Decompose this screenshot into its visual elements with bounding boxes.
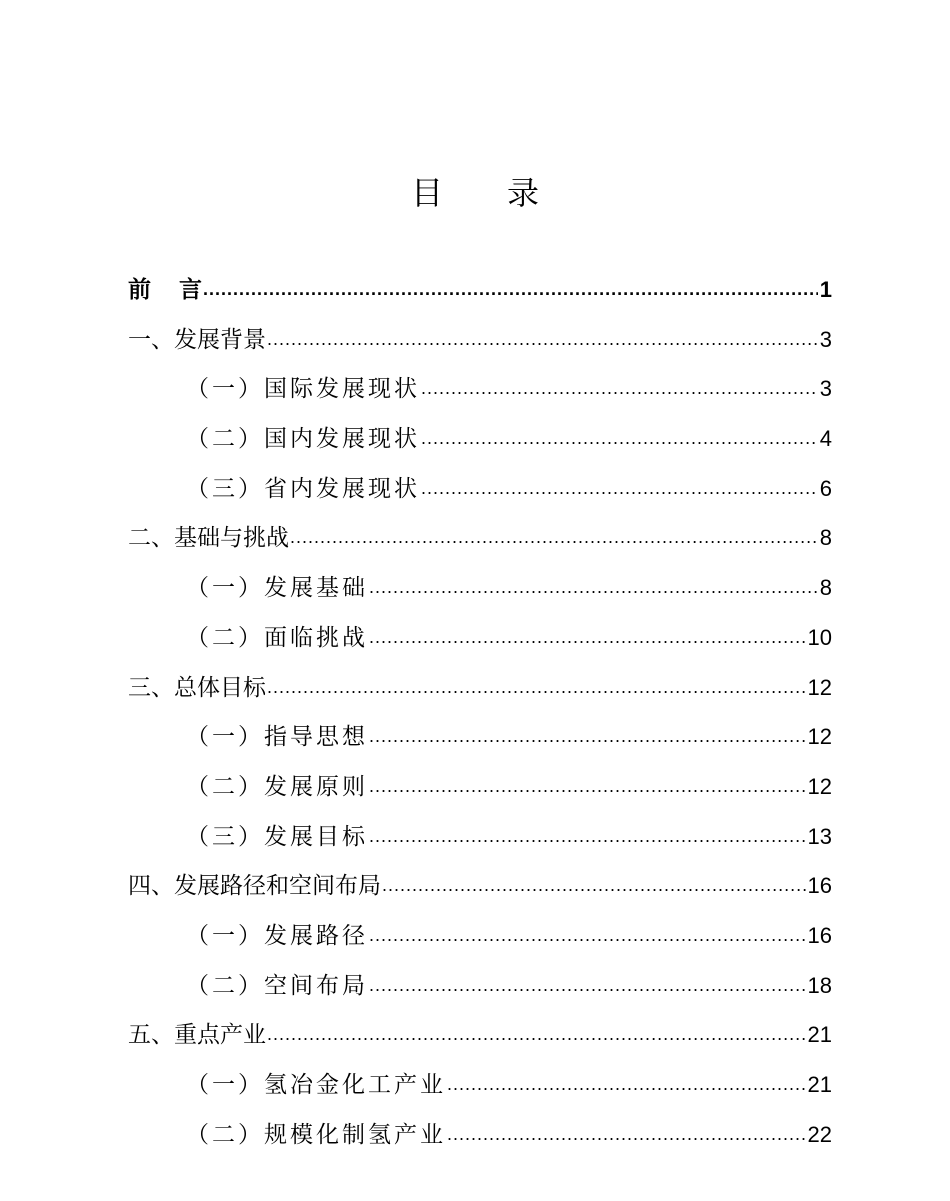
dot-leader — [369, 812, 806, 862]
dot-leader — [369, 712, 806, 762]
toc-page-number: 3 — [819, 376, 832, 402]
toc-page-number: 22 — [807, 1121, 832, 1147]
toc-page-number: 16 — [807, 922, 832, 948]
toc-entry-subsection[interactable] — [128, 812, 832, 862]
dot-leader — [267, 315, 818, 365]
toc-entry-section[interactable] — [128, 861, 832, 911]
toc-page-number: 21 — [807, 1072, 832, 1097]
dot-leader — [421, 464, 818, 514]
dot-leader — [369, 911, 806, 961]
toc-entry-label: （一）发展基础 — [186, 575, 368, 602]
dot-leader — [369, 563, 818, 613]
toc-entry-label: （二）发展原则 — [186, 773, 368, 800]
toc-entry-subsection[interactable] — [128, 414, 832, 464]
dot-leader — [267, 663, 806, 713]
toc-entry-subsection[interactable] — [128, 762, 832, 812]
title-char-2: 录 — [507, 174, 540, 212]
toc-entry-label: 三、总体目标 — [128, 674, 266, 701]
toc-entry-subsection[interactable] — [128, 961, 832, 1011]
dot-leader — [203, 265, 818, 315]
table-of-contents — [128, 265, 832, 1159]
toc-entry-label: 四、发展路径和空间布局 — [128, 873, 381, 900]
dot-leader — [369, 613, 806, 663]
toc-entry-label: （三）发展目标 — [186, 823, 368, 850]
toc-entry-subsection[interactable] — [128, 613, 832, 663]
dot-leader — [382, 861, 806, 911]
dot-leader — [369, 762, 806, 812]
dot-leader — [267, 1010, 806, 1060]
dot-leader — [447, 1110, 806, 1160]
toc-entry-preface[interactable] — [128, 265, 832, 315]
toc-entry-label: 一、发展背景 — [128, 326, 266, 353]
toc-entry-label: 五、重点产业 — [128, 1022, 266, 1049]
toc-entry-label: 二、基础与挑战 — [128, 525, 289, 552]
toc-page-number: 18 — [807, 972, 832, 998]
toc-page-number: 6 — [819, 475, 832, 501]
toc-page-number: 4 — [819, 426, 832, 452]
toc-entry-subsection[interactable] — [128, 1110, 832, 1160]
toc-entry-subsection[interactable] — [128, 563, 832, 613]
toc-page-number: 13 — [807, 823, 832, 849]
toc-page-number: 12 — [807, 674, 832, 700]
dot-leader — [447, 1060, 806, 1110]
dot-leader — [421, 364, 818, 414]
toc-entry-label: （二）规模化制氢产业 — [186, 1121, 446, 1148]
toc-page-number: 12 — [807, 773, 832, 799]
toc-page-number: 16 — [807, 873, 832, 899]
toc-entry-label: 前 言 — [128, 277, 202, 303]
toc-page-number: 8 — [819, 575, 832, 601]
dot-leader — [421, 414, 818, 464]
toc-page-number: 3 — [819, 326, 832, 352]
toc-page-number: 12 — [807, 724, 832, 750]
dot-leader — [369, 961, 806, 1011]
toc-page-number: 1 — [819, 277, 832, 302]
page-title — [0, 168, 950, 214]
toc-entry-section[interactable] — [128, 1010, 832, 1060]
toc-entry-label: （二）空间布局 — [186, 972, 368, 999]
toc-entry-section[interactable] — [128, 513, 832, 563]
toc-entry-subsection[interactable] — [128, 712, 832, 762]
toc-entry-subsection[interactable] — [128, 911, 832, 961]
toc-entry-label: （一）指导思想 — [186, 724, 368, 751]
toc-entry-section[interactable] — [128, 663, 832, 713]
toc-entry-label: （二）国内发展现状 — [186, 426, 420, 453]
title-char-1: 目 — [410, 174, 443, 212]
toc-entry-label: （一）发展路径 — [186, 922, 368, 949]
toc-page-number: 10 — [807, 624, 832, 650]
toc-entry-subsection[interactable] — [128, 364, 832, 414]
toc-entry-subsection[interactable] — [128, 1060, 832, 1110]
toc-entry-label: （一）国际发展现状 — [186, 376, 420, 403]
toc-entry-label: （二）面临挑战 — [186, 624, 368, 651]
toc-entry-subsection[interactable] — [128, 464, 832, 514]
toc-page-number: 21 — [807, 1022, 832, 1048]
toc-entry-label: （一）氢冶金化工产业 — [186, 1072, 446, 1098]
toc-entry-label: （三）省内发展现状 — [186, 475, 420, 502]
toc-entry-section[interactable] — [128, 315, 832, 365]
toc-page-number: 8 — [819, 525, 832, 551]
dot-leader — [290, 513, 818, 563]
